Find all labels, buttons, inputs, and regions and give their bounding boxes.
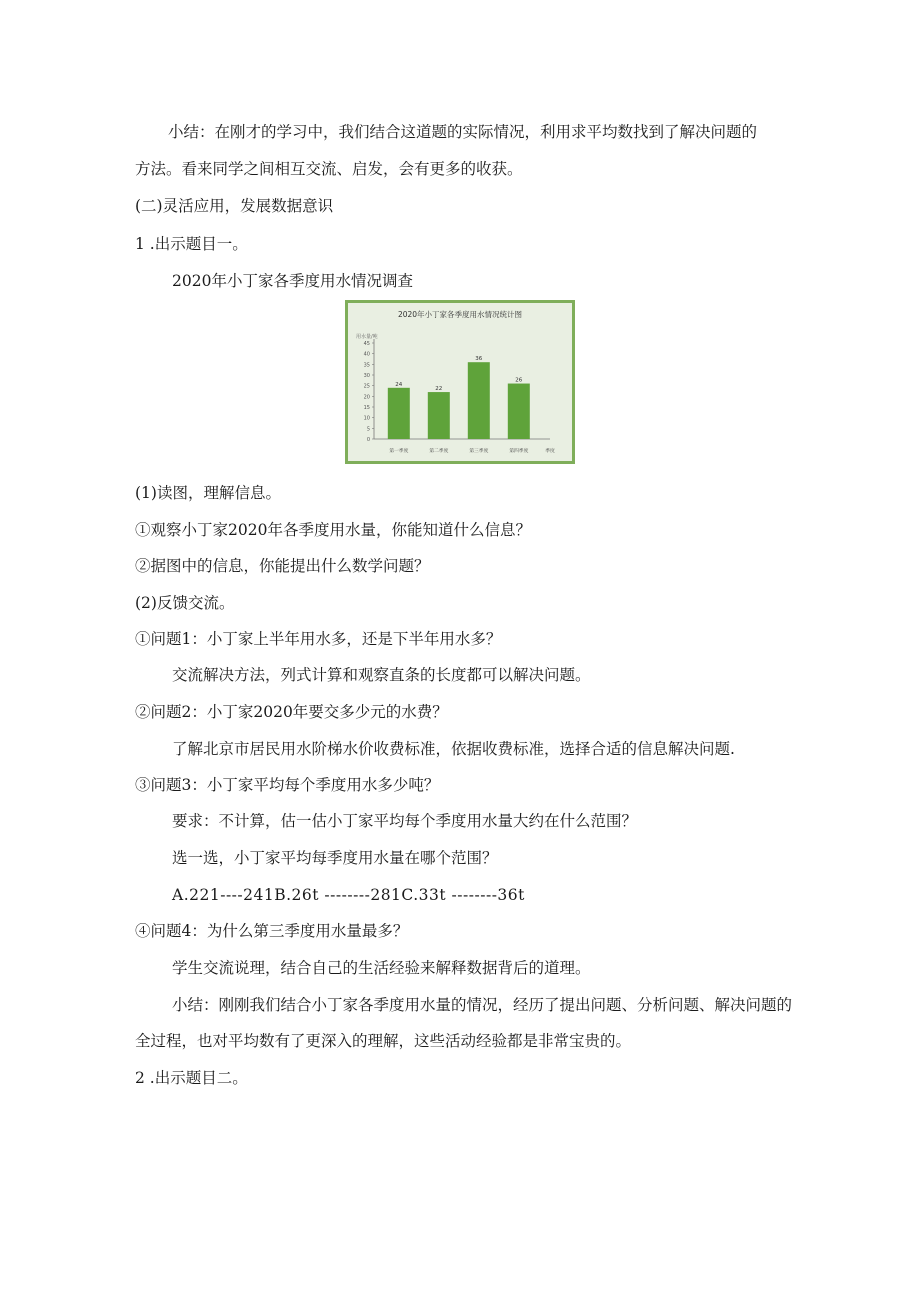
chart-caption: 2020年小丁家各季度用水情况调查 [172,272,413,290]
chart-y-tick-label: 40 [363,351,370,358]
bar-chart [348,303,572,461]
bar-chart-figure [345,300,575,464]
chart-y-axis-label: 用水量/吨 [356,334,378,340]
chart-category-label: 第二季度 [429,449,449,454]
summary-1-line-2: 方法。看来同学之间相互交流、启发，会有更多的收获。 [135,160,523,178]
problem-3-choose: 选一选，小丁家平均每季度用水量在哪个范围？ [172,849,498,867]
chart-bar [388,388,410,439]
summary-1-line-1: 小结：在刚才的学习中，我们结合这道题的实际情况，利用求平均数找到了解决问题的 [168,123,758,141]
read-heading: (1)读图，理解信息。 [135,484,281,502]
chart-bar-value-label: 24 [395,381,403,388]
chart-bar-value-label: 26 [515,377,523,384]
chart-y-tick-label: 25 [363,383,370,390]
problem-3-requirement: 要求：不计算，估一估小丁家平均每个季度用水量大约在什么范围？ [172,812,638,830]
chart-category-label: 第一季度 [389,449,409,454]
chart-y-tick-label: 0 [366,437,370,443]
chart-y-tick-label: 5 [366,426,370,433]
chart-bar-value-label: 36 [475,356,483,363]
problem-4: ④问题4：为什么第三季度用水量最多？ [135,922,409,940]
chart-bar [508,384,530,439]
item-1: 1 .出示题目一。 [135,235,248,253]
chart-y-tick-label: 10 [363,415,370,422]
problem-2-note: 了解北京市居民用水阶梯水价收费标准，依据收费标准，选择合适的信息解决问题. [172,740,735,758]
chart-y-tick-label: 35 [363,362,370,369]
summary-2-line-1: 小结：刚刚我们结合小丁家各季度用水量的情况，经历了提出问题、分析问题、解决问题的 [172,996,793,1014]
chart-title: 2020年小丁家各季度用水情况统计图 [397,310,523,319]
problem-3-options: A.221----241B.26t --------281C.33t --------36t [172,886,525,904]
chart-y-tick-label: 45 [363,341,370,347]
problem-2: ②问题2：小丁家2020年要交多少元的水费？ [135,703,448,721]
chart-bar [428,392,450,439]
section-heading-2: (二)灵活应用，发展数据意识 [135,197,334,215]
chart-category-label: 第四季度 [509,449,529,454]
feedback-heading: (2)反馈交流。 [135,594,235,612]
chart-bar-value-label: 22 [435,386,443,393]
problem-3: ③问题3：小丁家平均每个季度用水多少吨？ [135,776,440,794]
problem-1: ①问题1：小丁家上半年用水多，还是下半年用水多？ [135,630,502,648]
chart-category-label: 第三季度 [469,449,489,454]
item-2: 2 .出示题目二。 [135,1069,248,1087]
problem-1-note: 交流解决方法，列式计算和观察直条的长度都可以解决问题。 [172,666,591,684]
read-question-2: ②据图中的信息，你能提出什么数学问题？ [135,557,430,575]
chart-x-axis-label: 季度 [545,449,555,454]
summary-2-line-2: 全过程，也对平均数有了更深入的理解，这些活动经验都是非常宝贵的。 [135,1032,632,1050]
chart-y-tick-label: 20 [363,394,370,401]
read-question-1: ①观察小丁家2020年各季度用水量，你能知道什么信息？ [135,521,531,539]
chart-y-tick-label: 15 [363,405,370,411]
problem-4-note: 学生交流说理，结合自己的生活经验来解释数据背后的道理。 [172,959,591,977]
chart-bar [468,362,490,439]
chart-y-tick-label: 30 [363,373,370,379]
